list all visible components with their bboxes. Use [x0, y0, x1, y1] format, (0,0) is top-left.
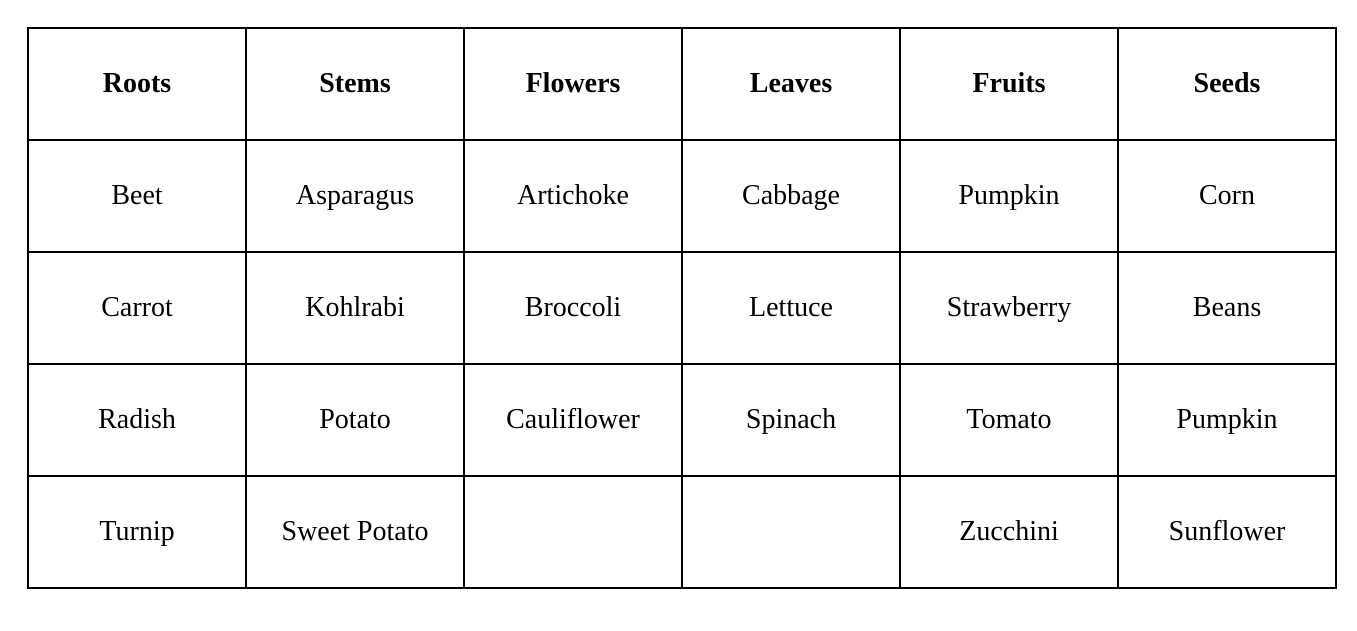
table-cell: Artichoke [464, 140, 682, 252]
table-cell: Spinach [682, 364, 900, 476]
table-cell: Turnip [28, 476, 246, 588]
table-cell: Tomato [900, 364, 1118, 476]
table-cell: Zucchini [900, 476, 1118, 588]
vegetable-parts-table [27, 27, 1337, 589]
table-body [28, 140, 1336, 588]
table-row [28, 476, 1336, 588]
table-row [28, 140, 1336, 252]
header-flowers: Flowers [464, 28, 682, 140]
table-header [28, 28, 1336, 140]
table-cell: Cauliflower [464, 364, 682, 476]
table-cell: Sunflower [1118, 476, 1336, 588]
table-cell: Strawberry [900, 252, 1118, 364]
table-cell: Broccoli [464, 252, 682, 364]
header-leaves: Leaves [682, 28, 900, 140]
table-row [28, 252, 1336, 364]
vegetable-parts-table-container [27, 27, 1328, 587]
header-seeds: Seeds [1118, 28, 1336, 140]
table-cell: Carrot [28, 252, 246, 364]
table-cell: Lettuce [682, 252, 900, 364]
table-cell-empty [464, 476, 682, 588]
table-cell: Beans [1118, 252, 1336, 364]
table-cell: Cabbage [682, 140, 900, 252]
header-fruits: Fruits [900, 28, 1118, 140]
table-cell: Asparagus [246, 140, 464, 252]
header-stems: Stems [246, 28, 464, 140]
table-cell: Radish [28, 364, 246, 476]
table-cell-empty [682, 476, 900, 588]
table-cell: Sweet Potato [246, 476, 464, 588]
table-cell: Potato [246, 364, 464, 476]
header-roots: Roots [28, 28, 246, 140]
table-cell: Pumpkin [900, 140, 1118, 252]
table-cell: Kohlrabi [246, 252, 464, 364]
table-cell: Beet [28, 140, 246, 252]
table-cell: Pumpkin [1118, 364, 1336, 476]
table-cell: Corn [1118, 140, 1336, 252]
header-row [28, 28, 1336, 140]
table-row [28, 364, 1336, 476]
